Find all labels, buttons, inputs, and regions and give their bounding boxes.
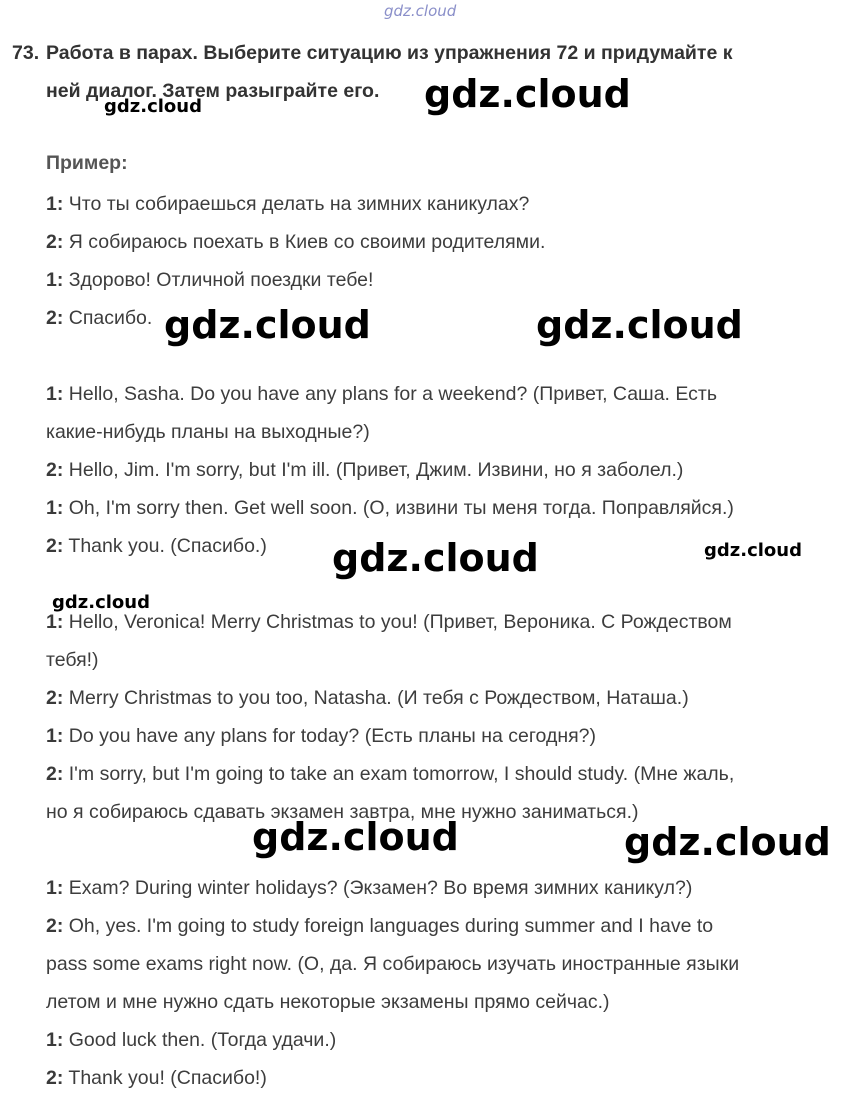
line-text: Merry Christmas to you too, Natasha. (И тебя с Рождеством, Наташа.) [63, 687, 689, 709]
speaker-number: 1: [46, 269, 64, 291]
speaker-number: 2: [46, 1067, 64, 1089]
line-text: Exam? During winter holidays? (Экзамен? Во время зимних каникул?) [63, 877, 693, 899]
example-label: Пример: [46, 152, 128, 174]
line-text: Hello, Sasha. Do you have any plans for a weekend? (Привет, Саша. Есть [63, 383, 718, 405]
watermark: gdz.cloud [332, 536, 539, 580]
watermark: gdz.cloud [704, 540, 802, 561]
line-text: Thank you! (Спасибо!) [63, 1067, 267, 1089]
speaker-number: 1: [46, 877, 64, 899]
example-line [46, 306, 152, 330]
dialogue-line [46, 876, 692, 900]
line-text: Oh, I'm sorry then. Get well soon. (О, извини ты меня тогда. Поправляйся.) [63, 497, 734, 519]
task-number: 73. [12, 42, 40, 64]
watermark: gdz.cloud [164, 303, 371, 347]
dialogue-line-continuation: летом и мне нужно сдать некоторые экзамены прямо сейчас.) [46, 991, 610, 1013]
line-text: Спасибо. [63, 307, 153, 329]
task-instruction-line-1: Работа в парах. Выберите ситуацию из упражнения 72 и придумайте к [46, 42, 733, 64]
speaker-number: 1: [46, 193, 64, 215]
speaker-number: 2: [46, 231, 64, 253]
speaker-number: 1: [46, 497, 64, 519]
speaker-number: 2: [46, 763, 64, 785]
dialogue-line [46, 686, 689, 710]
dialogue-line [46, 458, 683, 482]
speaker-number: 2: [46, 687, 64, 709]
speaker-number: 1: [46, 725, 64, 747]
dialogue-line-continuation: но я собираюсь сдавать экзамен завтра, мне нужно заниматься.) [46, 801, 639, 823]
dialogue-line [46, 610, 732, 634]
line-text: Hello, Jim. I'm sorry, but I'm ill. (Привет, Джим. Извини, но я заболел.) [63, 459, 684, 481]
speaker-number: 2: [46, 535, 64, 557]
line-text: Hello, Veronica! Merry Christmas to you! (Привет, Вероника. С Рождеством [63, 611, 732, 633]
watermark-top: gdz.cloud [384, 2, 457, 20]
watermark: gdz.cloud [424, 72, 631, 116]
dialogue-line [46, 382, 717, 406]
watermark: gdz.cloud [624, 820, 831, 864]
line-text: Do you have any plans for today? (Есть планы на сегодня?) [63, 725, 596, 747]
dialogue-line [46, 496, 734, 520]
line-text: Я собираюсь поехать в Киев со своими родителями. [63, 231, 546, 253]
dialogue-line-continuation: какие-нибудь планы на выходные?) [46, 421, 370, 443]
example-line [46, 268, 373, 292]
speaker-number: 2: [46, 307, 64, 329]
watermark: gdz.cloud [252, 815, 459, 859]
speaker-number: 1: [46, 1029, 64, 1051]
dialogue-line-continuation: тебя!) [46, 649, 99, 671]
watermark: gdz.cloud [104, 96, 202, 117]
line-text: Что ты собираешься делать на зимних каникулах? [63, 193, 530, 215]
dialogue-line [46, 534, 267, 558]
speaker-number: 2: [46, 915, 64, 937]
dialogue-line [46, 914, 713, 938]
watermark: gdz.cloud [536, 303, 743, 347]
line-text: Oh, yes. I'm going to study foreign languages during summer and I have to [63, 915, 714, 937]
dialogue-line-continuation: pass some exams right now. (О, да. Я собираюсь изучать иностранные языки [46, 953, 740, 975]
speaker-number: 1: [46, 383, 64, 405]
dialogue-line [46, 1066, 267, 1090]
example-line [46, 192, 529, 216]
watermark: gdz.cloud [52, 592, 150, 613]
line-text: Thank you. (Спасибо.) [63, 535, 267, 557]
task-instruction-line-2: ней диалог. Затем разыграйте его. [46, 80, 380, 102]
example-line [46, 230, 545, 254]
speaker-number: 1: [46, 611, 64, 633]
line-text: I'm sorry, but I'm going to take an exam tomorrow, I should study. (Мне жаль, [63, 763, 735, 785]
line-text: Good luck then. (Тогда удачи.) [63, 1029, 337, 1051]
dialogue-line [46, 762, 734, 786]
line-text: Здорово! Отличной поездки тебе! [63, 269, 374, 291]
dialogue-line [46, 1028, 336, 1052]
speaker-number: 2: [46, 459, 64, 481]
dialogue-line [46, 724, 596, 748]
